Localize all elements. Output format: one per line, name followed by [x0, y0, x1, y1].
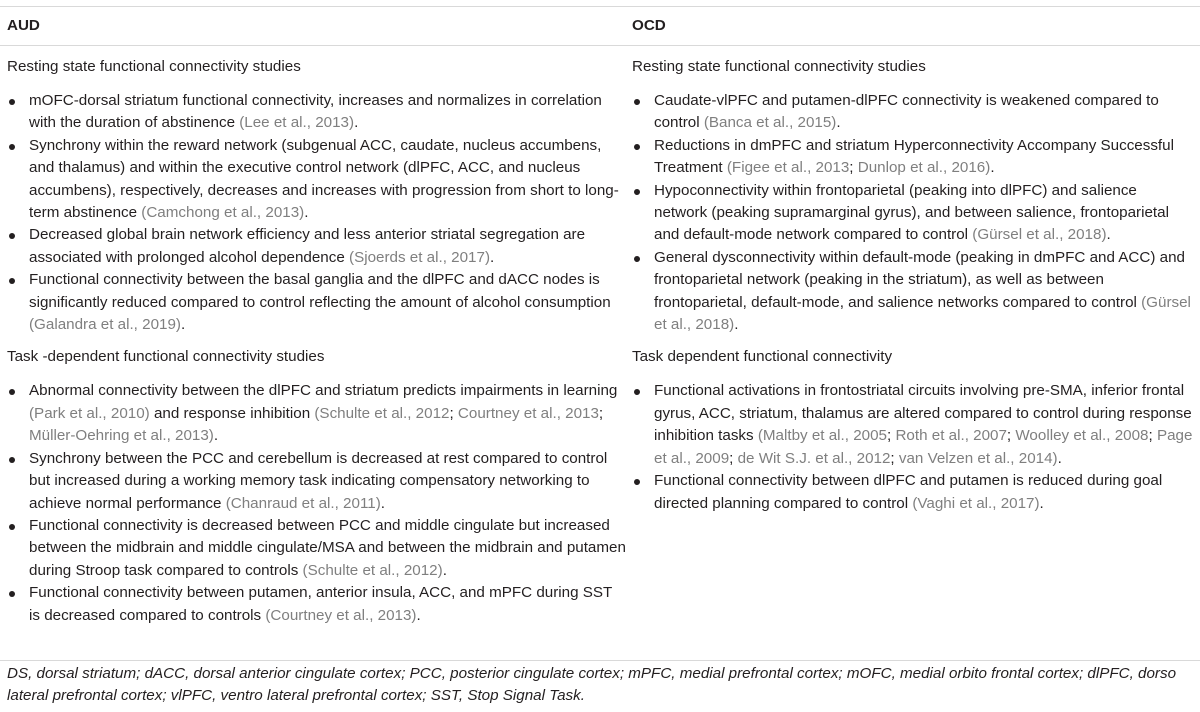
item-text: . — [304, 204, 309, 222]
bullet-icon — [634, 389, 640, 395]
citation-link[interactable]: van Velzen et al., 2014) — [898, 449, 1058, 467]
item-text: ; — [729, 449, 738, 467]
item-text: ; — [849, 159, 858, 177]
item-text: Reductions in dmPFC and striatum Hyperconnectivity Accompany Successful Treatment — [654, 136, 1174, 177]
section-title: Resting state functional connectivity studies — [632, 58, 926, 75]
citation-link[interactable]: Müller-Oehring et al., 2013) — [29, 427, 214, 445]
citation-link[interactable]: (Courtney et al., 2013) — [265, 606, 417, 624]
item-text: Abnormal connectivity between the dlPFC and striatum predicts impairments in learning — [29, 382, 618, 400]
table-footnote: DS, dorsal striatum; dACC, dorsal anterior cingulate cortex; PCC, posterior cingulate cortex; mPFC, medial prefrontal cortex; mOFC, medial orbito frontal cortex; dlPFC, dorso lateral prefrontal cortex; vlPFC, ventro lateral prefrontal cortex; SST, Stop Signal Task. — [7, 665, 1177, 705]
bullet-list — [632, 90, 1194, 336]
bullet-icon — [9, 278, 15, 284]
item-text: . — [180, 316, 186, 334]
bullet-icon — [9, 591, 15, 597]
item-text: . — [354, 114, 359, 132]
list-item — [632, 247, 1194, 337]
item-text: ; — [1148, 427, 1157, 445]
item-text: . — [380, 494, 386, 512]
bullet-icon — [634, 479, 640, 485]
item-text: General dysconnectivity within default-mode (peaking in dmPFC and ACC) and frontoparietal network (peaking in the striatum), as well as between frontoparietal, default-mode, and salience networks compared to control — [654, 248, 1185, 311]
citation-link[interactable]: (Schulte et al., 2012) — [302, 561, 443, 579]
list-item — [7, 224, 626, 269]
item-text: . — [990, 159, 995, 177]
bullet-icon — [634, 189, 640, 195]
aud-column — [0, 46, 626, 660]
item-text: Functional connectivity between putamen, anterior insula, ACC, and mPFC during SST is decreased compared to controls — [29, 584, 613, 624]
item-text: . — [490, 248, 495, 266]
item-text: . — [1106, 226, 1111, 244]
section-title: Task -dependent functional connectivity studies — [7, 348, 325, 366]
item-text: Decreased global brain network efficiency and less anterior striatal segregation are associated with prolonged alcohol dependence — [29, 226, 586, 266]
item-text: Hypoconnectivity within frontoparietal (peaking into dlPFC) and salience network (peaking supramarginal gyrus), and between salience, frontoparietal and default-mode network compared to control — [654, 181, 1169, 244]
bullet-icon — [9, 144, 15, 150]
citation-link[interactable]: Courtney et al., 2013 — [457, 404, 599, 422]
section-gap — [7, 336, 626, 346]
bullet-icon — [9, 457, 15, 463]
list-item — [7, 135, 626, 225]
item-text: ; — [449, 404, 458, 422]
item-text: mOFC-dorsal striatum functional connectivity, increases and normalizes in correlation with the duration of abstinence — [29, 92, 602, 132]
citation-link[interactable]: Roth et al., 2007 — [895, 427, 1007, 445]
citation-link[interactable]: (Banca et al., 2015) — [703, 114, 837, 132]
citation-link[interactable]: Woolley et al., 2008 — [1015, 427, 1149, 445]
citation-link[interactable]: (Sjoerds et al., 2017) — [349, 248, 490, 266]
section-title: Resting state functional connectivity studies — [7, 58, 301, 75]
list-item — [632, 180, 1194, 247]
list-item — [7, 380, 626, 447]
citation-link[interactable]: (Gürsel et al., 2018) — [654, 293, 1191, 334]
table-body-row — [0, 46, 1200, 661]
list-item — [7, 90, 626, 135]
list-item — [7, 515, 626, 582]
citation-link[interactable]: Page et al., 2009 — [654, 427, 1193, 467]
item-text: Functional connectivity between the basal ganglia and the dlPFC and dACC nodes is significantly reduced compared to control reflecting the amount of alcohol consumption — [29, 271, 611, 311]
list-item — [7, 448, 626, 515]
item-text: ; — [598, 404, 604, 422]
item-text: ; — [1006, 427, 1016, 445]
citation-link[interactable]: (Lee et al., 2013) — [239, 114, 355, 132]
header-ocd: OCD — [632, 17, 666, 34]
item-text: ; — [887, 427, 896, 445]
list-item — [7, 269, 626, 336]
bullet-list — [7, 380, 626, 626]
comparison-table — [0, 6, 1200, 661]
item-text: . — [1039, 494, 1044, 512]
list-item — [7, 582, 626, 627]
header-aud: AUD — [7, 17, 40, 34]
citation-link[interactable]: (Figee et al., 2013 — [726, 159, 850, 177]
item-text: Synchrony within the reward network (subgenual ACC, caudate, nucleus accumbens, and thalamus) and within the executive control network (dlPFC, ACC, and nucleus accumbens), respectively, decreases and increases with progression from short to long-term abstinence — [29, 136, 619, 222]
section-gap — [632, 336, 1194, 346]
item-text: . — [442, 561, 447, 579]
item-text: . — [416, 606, 421, 624]
bullet-icon — [9, 233, 15, 239]
list-item — [632, 380, 1194, 470]
item-text: . — [836, 114, 841, 132]
bullet-icon — [9, 524, 15, 530]
citation-link[interactable]: (Chanraud et al., 2011) — [225, 494, 381, 512]
list-item — [632, 470, 1194, 515]
item-text: ; — [890, 449, 899, 467]
citation-link[interactable]: (Park et al., 2010) — [29, 404, 150, 422]
bullet-list — [632, 380, 1194, 514]
bullet-list — [7, 90, 626, 336]
citation-link[interactable]: (Vaghi et al., 2017) — [912, 494, 1040, 512]
citation-link[interactable]: Dunlop et al., 2016) — [857, 159, 991, 177]
bullet-icon — [634, 256, 640, 262]
list-item — [632, 135, 1194, 180]
item-text: Caudate-vlPFC and putamen-dlPFC connectivity is weakened compared to control — [654, 92, 1159, 132]
item-text: . — [1057, 449, 1062, 467]
citation-link[interactable]: (Galandra et al., 2019) — [29, 316, 181, 334]
citation-link[interactable]: (Maltby et al., 2005 — [757, 427, 888, 445]
item-text: Functional activations in frontostriatal circuits involving pre-SMA, inferior frontal gyrus, ACC, striatum, thalamus are altered compared to control during response inhibition tasks — [654, 382, 1192, 445]
bullet-icon — [9, 99, 15, 105]
item-text: Functional connectivity is decreased between PCC and middle cingulate but increased between the midbrain and middle cingulate/MSA and between the midbrain and putamen during Stroop task compared to controls — [29, 516, 626, 579]
section-title: Task dependent functional connectivity — [632, 348, 893, 366]
item-text: Synchrony between the PCC and cerebellum is decreased at rest compared to control but increased during a working memory task indicating compensatory networking to achieve normal performance — [29, 449, 608, 512]
table-header-row — [0, 7, 1200, 46]
bullet-icon — [9, 389, 15, 395]
citation-link[interactable]: (Schulte et al., 2012 — [314, 404, 450, 422]
item-text: . — [734, 316, 739, 334]
list-item — [632, 90, 1194, 135]
citation-link[interactable]: (Camchong et al., 2013) — [141, 204, 305, 222]
item-text: and response inhibition — [149, 404, 315, 422]
citation-link[interactable]: de Wit S.J. et al., 2012 — [737, 449, 891, 467]
item-text: Functional connectivity between dlPFC and putamen is reduced during goal directed planning compared to control — [654, 472, 1163, 512]
ocd-column — [626, 46, 1200, 660]
item-text: . — [213, 427, 219, 445]
bullet-icon — [634, 99, 640, 105]
citation-link[interactable]: (Gürsel et al., 2018) — [972, 226, 1107, 244]
bullet-icon — [634, 144, 640, 150]
